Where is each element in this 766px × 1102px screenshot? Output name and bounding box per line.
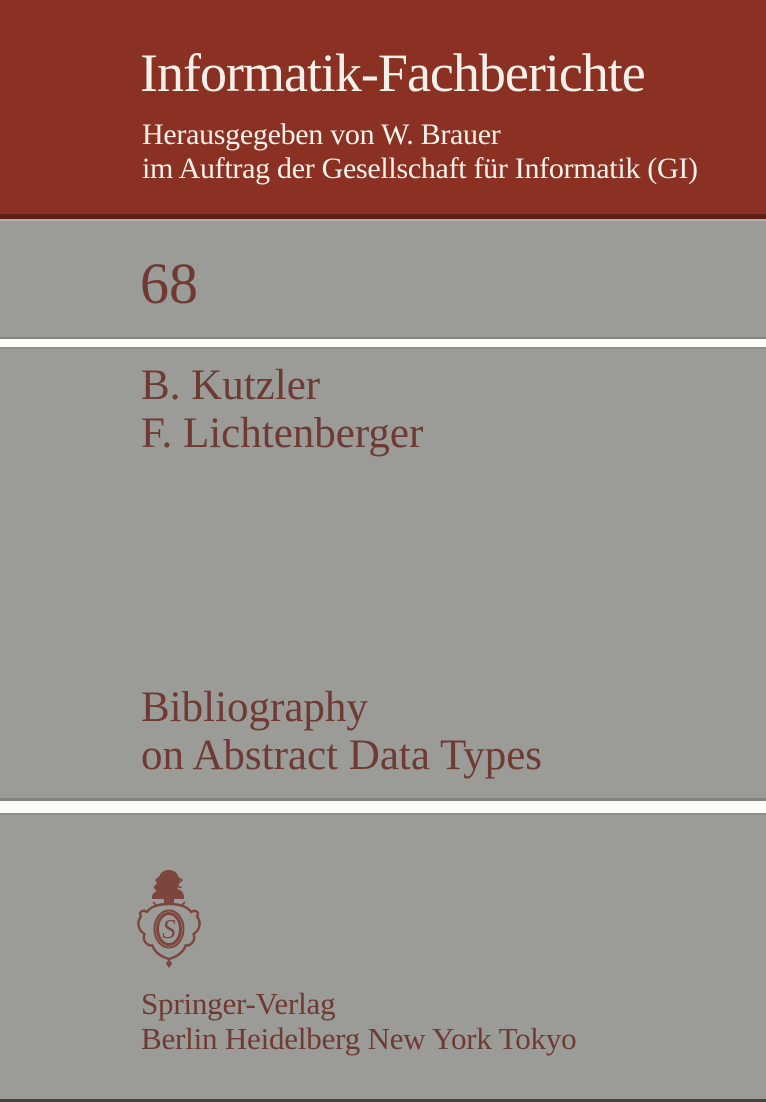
publisher-imprint	[141, 986, 576, 1056]
series-editor-line-1: Herausgegeben von W. Brauer	[142, 118, 501, 151]
volume-band	[0, 221, 766, 337]
divider-white-stripe-2	[0, 801, 766, 813]
crest-bottom-tassel	[166, 959, 172, 968]
publisher-cities: Berlin Heidelberg New York Tokyo	[141, 1021, 577, 1056]
book-title	[141, 684, 542, 780]
author-names	[141, 362, 423, 458]
book-title-line-1: Bibliography	[141, 684, 368, 731]
divider-white-stripe-1	[0, 339, 766, 347]
series-title: Informatik-Fachberichte	[140, 43, 645, 103]
book-title-line-2: on Abstract Data Types	[141, 732, 543, 779]
volume-number: 68	[140, 251, 198, 316]
logo-letter: S	[162, 914, 176, 944]
publisher-band	[0, 815, 766, 1099]
series-editors	[142, 118, 698, 186]
author-1: B. Kutzler	[141, 362, 321, 409]
publisher-name: Springer-Verlag	[141, 986, 336, 1021]
knight-head-shape	[152, 870, 184, 899]
springer-knight-crest-icon	[132, 866, 206, 970]
series-editor-line-2: im Auftrag der Gesellschaft für Informatik (GI)	[142, 152, 698, 185]
author-2: F. Lichtenberger	[141, 410, 424, 457]
